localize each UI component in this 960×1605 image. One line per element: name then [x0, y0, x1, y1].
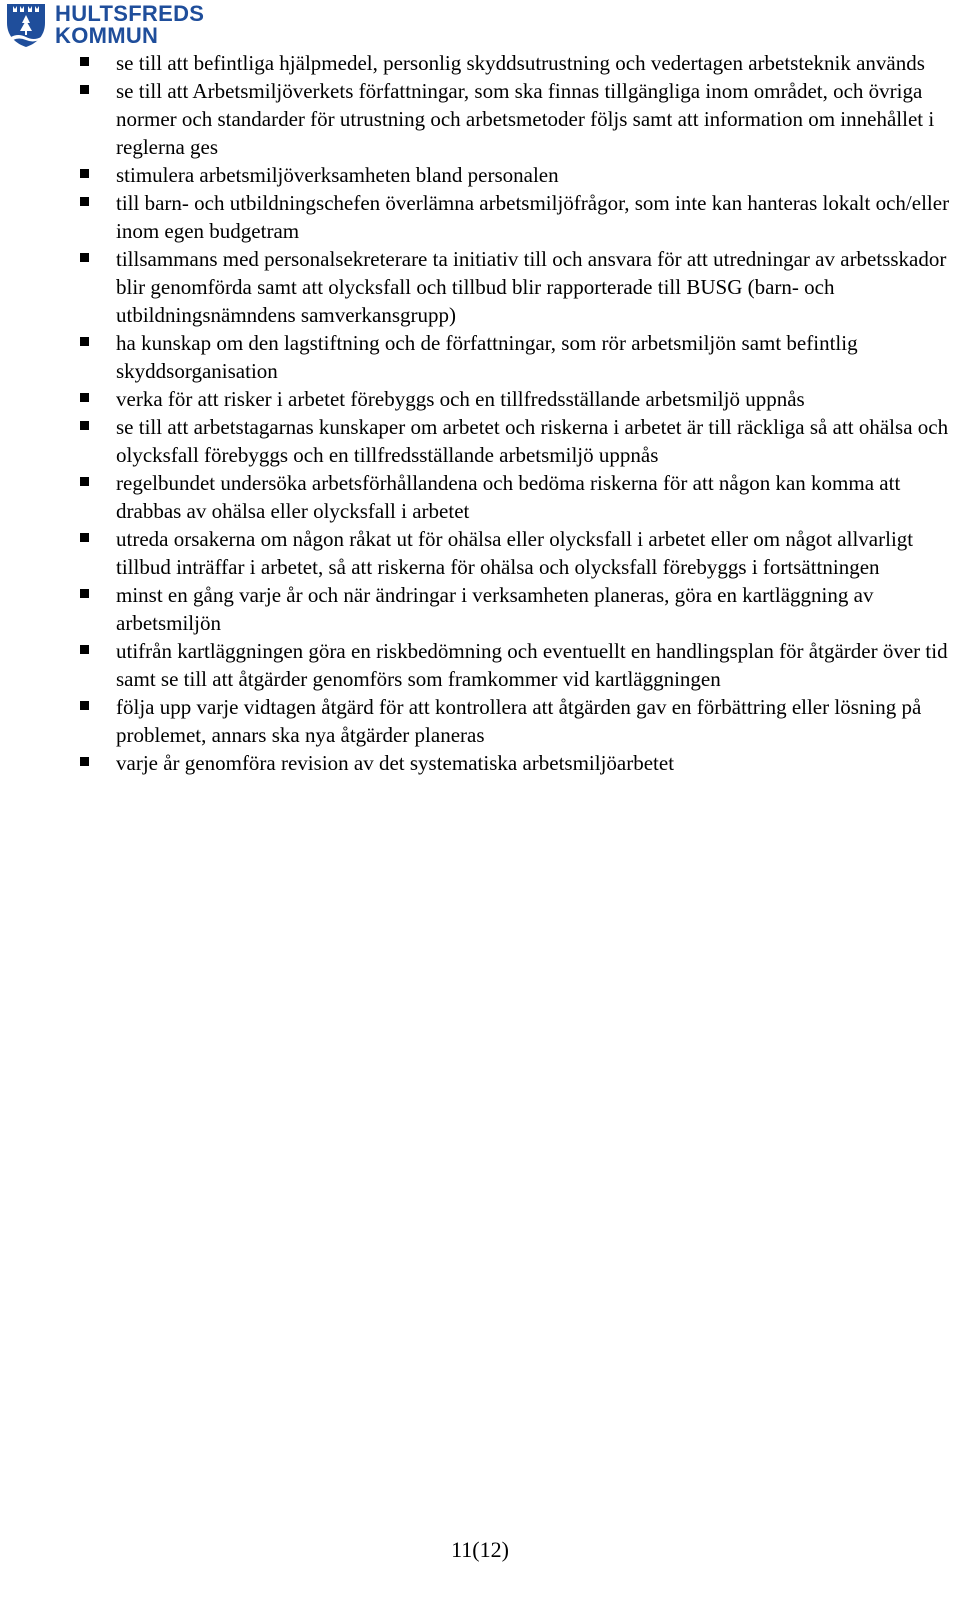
list-item-text: utreda orsakerna om någon råkat ut för ohälsa eller olycksfall i arbetet eller om något allvarligt tillbud inträffar i arbetet, så att riskerna för ohälsa och olycksfall förebyggs i fortsättningen — [116, 527, 914, 579]
list-item — [80, 693, 950, 749]
square-bullet-icon — [80, 645, 89, 654]
list-item-text: tillsammans med personalsekreterare ta initiativ till och ansvara för att utredningar av arbetsskador blir genomförda samt att olycksfall och tillbud blir rapporterade till BUSG (barn- och utbildningsnämndens samverkansgrupp) — [116, 247, 947, 327]
list-item — [80, 469, 950, 525]
list-item-text: se till att Arbetsmiljöverkets författningar, som ska finnas tillgängliga inom området, och övriga normer och standarder för utrustning och arbetsmetoder följs samt att information om innehållet i reglerna ges — [116, 79, 935, 159]
list-item-text: följa upp varje vidtagen åtgärd för att kontrollera att åtgärden gav en förbättring eller lösning på problemet, annars ska nya åtgärder planeras — [116, 695, 922, 747]
square-bullet-icon — [80, 197, 89, 206]
square-bullet-icon — [80, 477, 89, 486]
list-item — [80, 245, 950, 329]
responsibility-list — [80, 49, 950, 777]
list-item-text: utifrån kartläggningen göra en riskbedömning och eventuellt en handlingsplan för åtgärder över tid samt se till att åtgärder genomförs som framkommer vid kartläggningen — [116, 639, 948, 691]
list-item-text: se till att arbetstagarnas kunskaper om arbetet och riskerna i arbetet är till räckliga så att ohälsa och olycksfall förebyggs och en tillfredsställande arbetsmiljö uppnås — [116, 415, 949, 467]
square-bullet-icon — [80, 533, 89, 542]
list-item — [80, 77, 950, 161]
square-bullet-icon — [80, 589, 89, 598]
list-item — [80, 385, 950, 413]
square-bullet-icon — [80, 57, 89, 66]
square-bullet-icon — [80, 253, 89, 262]
square-bullet-icon — [80, 701, 89, 710]
coat-of-arms-icon — [4, 1, 48, 49]
list-item — [80, 749, 950, 777]
square-bullet-icon — [80, 169, 89, 178]
logo-line-2: KOMMUN — [55, 23, 159, 48]
square-bullet-icon — [80, 757, 89, 766]
list-item — [80, 161, 950, 189]
list-item-text: minst en gång varje år och när ändringar i verksamheten planeras, göra en kartläggning av arbetsmiljön — [116, 583, 874, 635]
list-item — [80, 413, 950, 469]
list-item-text: stimulera arbetsmiljöverksamheten bland personalen — [116, 163, 559, 187]
list-item-text: verka för att risker i arbetet förebyggs och en tillfredsställande arbetsmiljö uppnås — [116, 387, 805, 411]
page-number: 11(12) — [451, 1537, 509, 1562]
list-item — [80, 581, 950, 637]
list-item-text: till barn- och utbildningschefen överlämna arbetsmiljöfrågor, som inte kan hanteras lokalt och/eller inom egen budgetram — [116, 191, 950, 243]
list-item — [80, 189, 950, 245]
list-item-text: varje år genomföra revision av det systematiska arbetsmiljöarbetet — [116, 751, 675, 775]
list-item — [80, 525, 950, 581]
list-item-text: regelbundet undersöka arbetsförhållandena och bedöma riskerna för att någon kan komma att drabbas av ohälsa eller olycksfall i arbetet — [116, 471, 901, 523]
square-bullet-icon — [80, 337, 89, 346]
list-item-text: se till att befintliga hjälpmedel, personlig skyddsutrustning och vedertagen arbetsteknik används — [116, 51, 925, 75]
list-item — [80, 637, 950, 693]
square-bullet-icon — [80, 393, 89, 402]
square-bullet-icon — [80, 421, 89, 430]
municipality-logo — [4, 0, 204, 50]
list-item — [80, 329, 950, 385]
logo-line-1: HULTSFREDS — [55, 1, 205, 26]
square-bullet-icon — [80, 85, 89, 94]
list-item — [80, 49, 950, 77]
list-item-text: ha kunskap om den lagstiftning och de författningar, som rör arbetsmiljön samt befintlig skyddsorganisation — [116, 331, 858, 383]
